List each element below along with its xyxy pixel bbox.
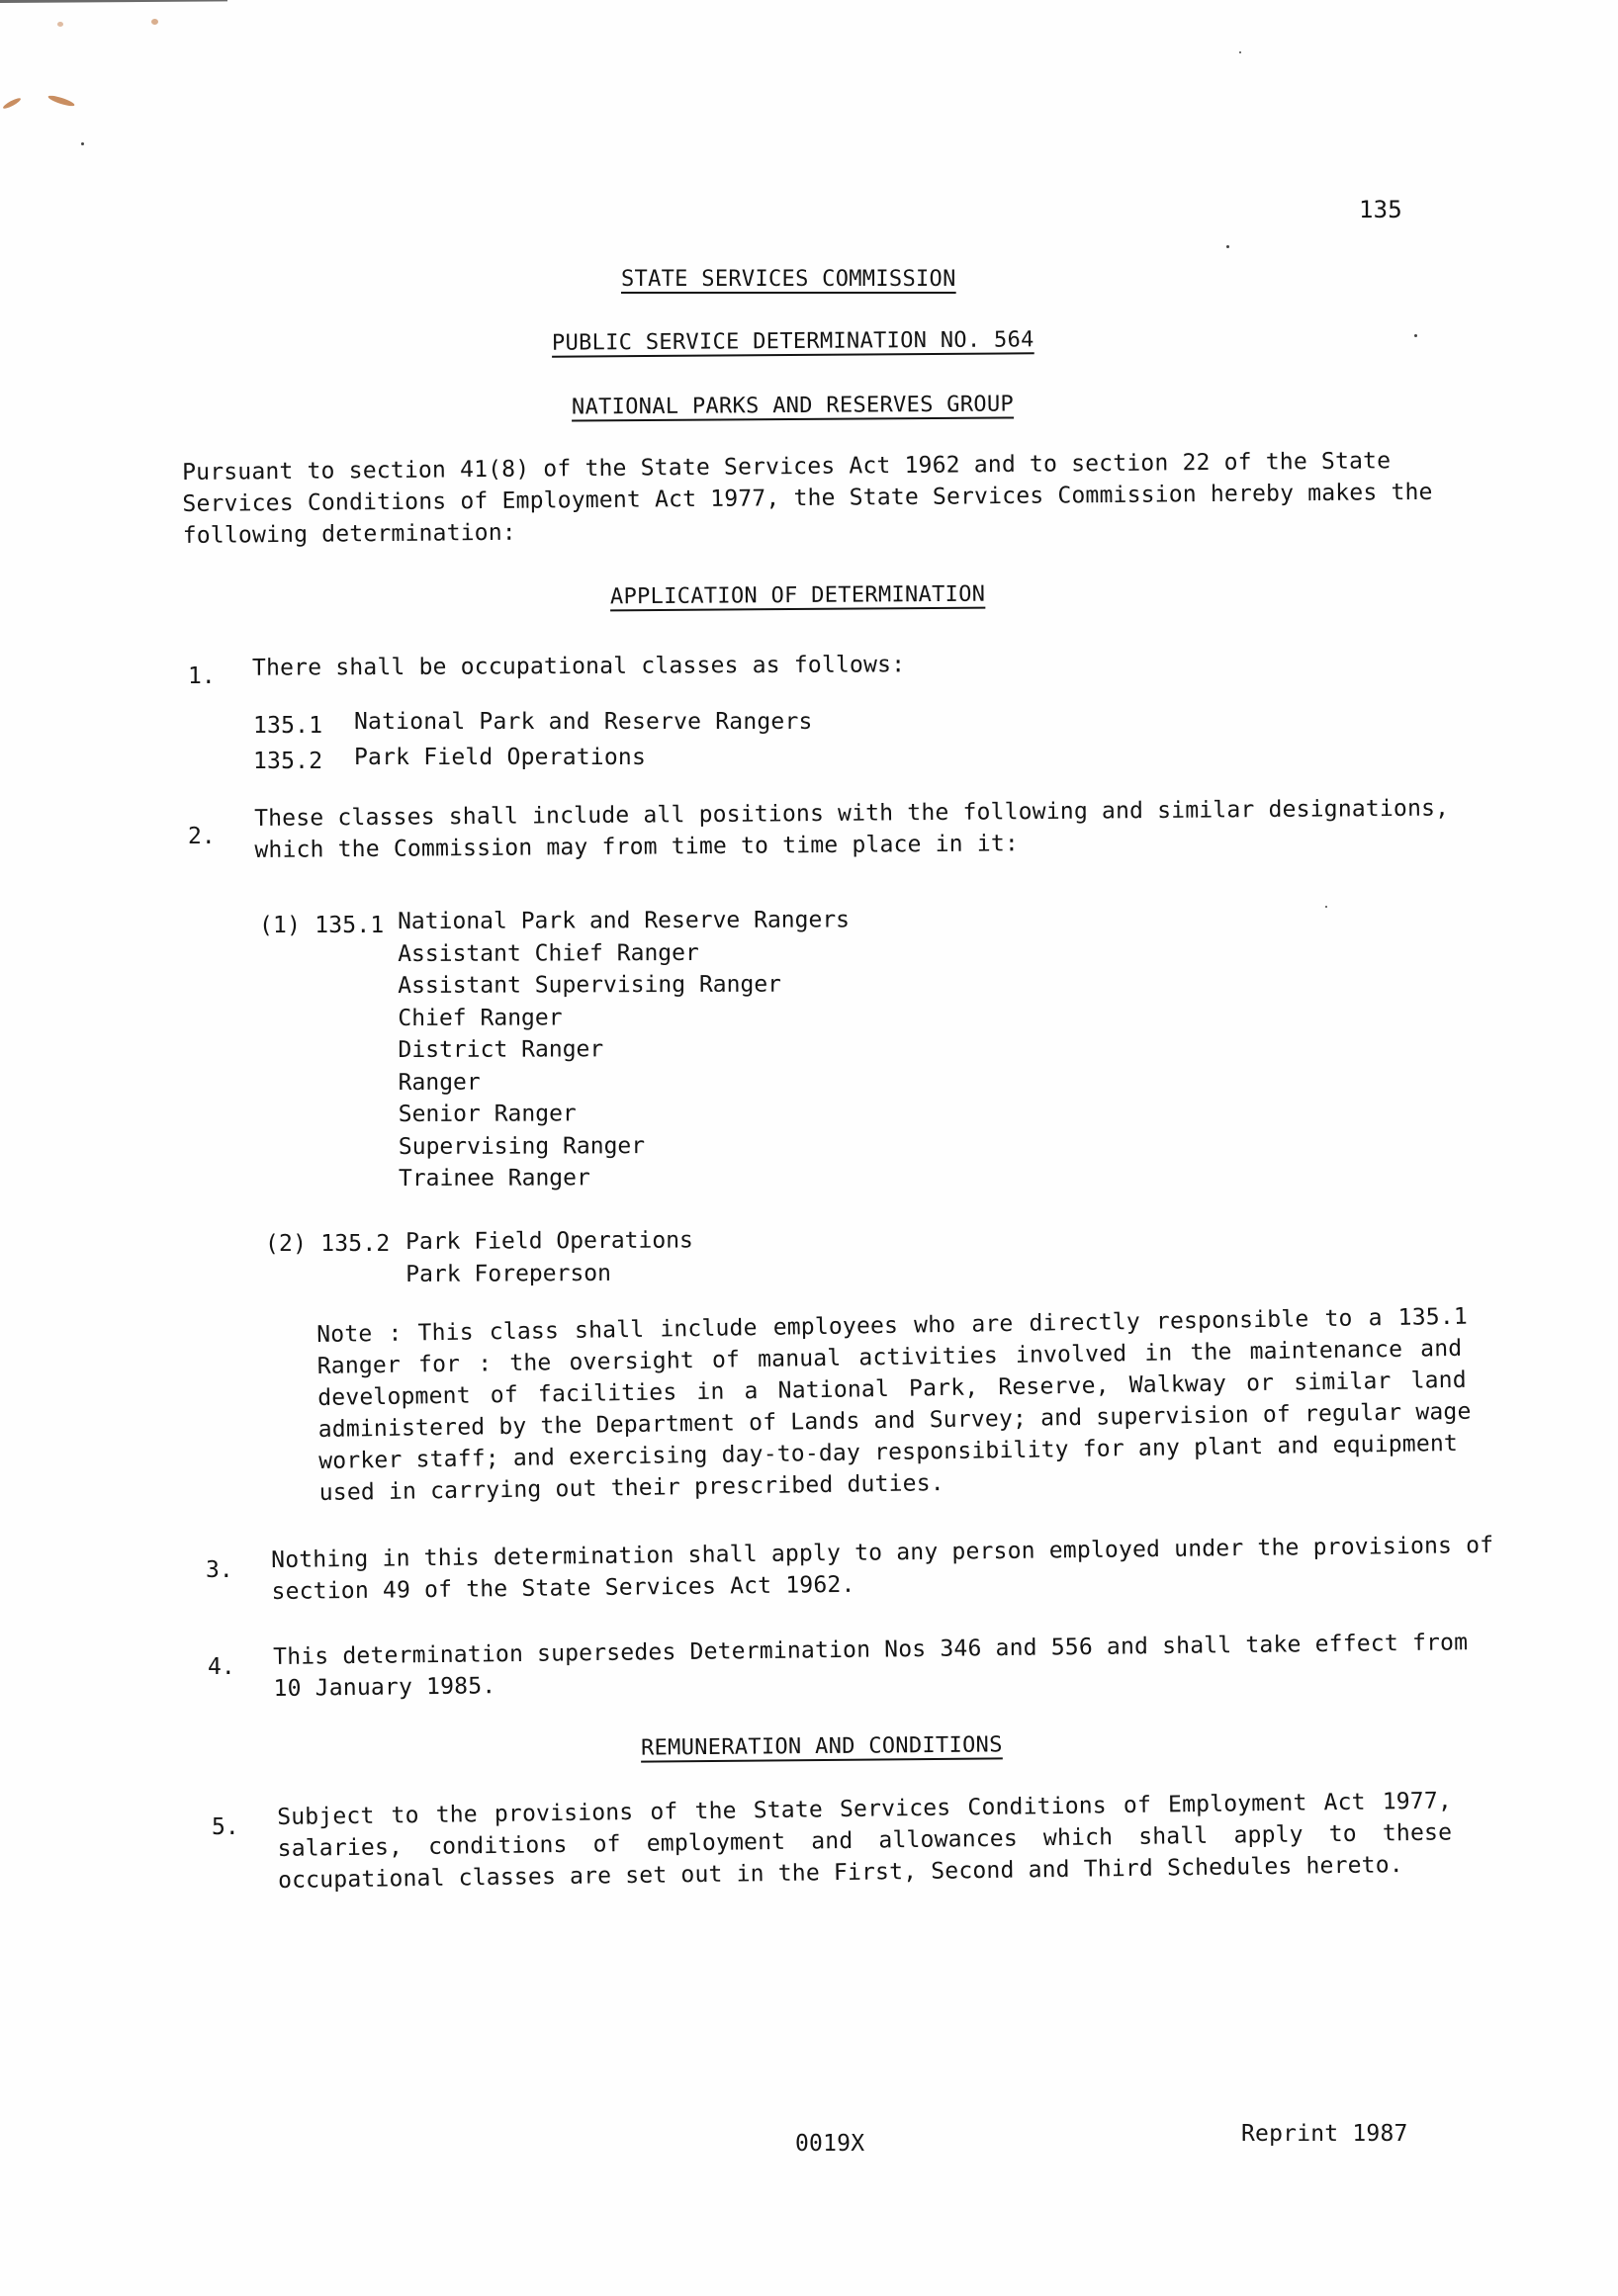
preamble — [182, 445, 1433, 552]
paragraph-line: Subject to the provisions of the State Services Conditions of Employment Act 1977, — [277, 1788, 1453, 1830]
paragraph-line: occupational classes are set out in the First, Second and Third Schedules hereto. — [277, 1852, 1404, 1894]
subsection-label: (1) 135.1 — [259, 913, 385, 938]
paragraph-line: section 49 of the State Services Act 1962. — [271, 1571, 855, 1605]
note-line: administered by the Department of Lands and Survey; and supervision of regular wage — [317, 1398, 1472, 1443]
preamble-line: Pursuant to section 41(8) of the State Services Act 1962 and to section 22 of the State — [182, 448, 1392, 486]
note-line: development of facilities in a National Park, Reserve, Walkway or similar land — [317, 1367, 1468, 1411]
scan-edge-mark — [0, 0, 227, 3]
paragraph-1-text: There shall be occupational classes as follows: — [251, 652, 906, 681]
class-code: 135.1 — [253, 713, 323, 739]
paragraph-2-text — [254, 792, 1450, 866]
page-number: 135 — [1359, 196, 1402, 223]
paragraph-4-text — [273, 1627, 1469, 1705]
note-line: Ranger for : the oversight of manual activities involved in the maintenance and — [316, 1335, 1463, 1379]
designation-item: Chief Ranger — [398, 1004, 563, 1031]
speck-mark — [1325, 906, 1327, 908]
class-code: 135.2 — [253, 749, 323, 774]
paragraph-number: 5. — [212, 1814, 239, 1840]
paragraph-5-text — [277, 1785, 1453, 1897]
paragraph-line: salaries, conditions of employment and allowances which shall apply to these — [277, 1819, 1453, 1862]
heading-remuneration: REMUNERATION AND CONDITIONS — [640, 1732, 1003, 1761]
designation-item: District Ranger — [398, 1036, 604, 1063]
designation-list — [398, 904, 851, 1194]
heading-application: APPLICATION OF DETERMINATION — [609, 581, 986, 610]
stain-mark — [2, 97, 22, 111]
subsection-title: Park Field Operations — [405, 1227, 693, 1255]
subsection-title: National Park and Reserve Rangers — [398, 907, 851, 934]
designation-item: Supervising Ranger — [398, 1132, 646, 1160]
heading-commission: STATE SERVICES COMMISSION — [621, 267, 956, 292]
paragraph-line: which the Commission may from time to time place in it: — [254, 831, 1020, 863]
paragraph-number: 1. — [188, 663, 216, 689]
preamble-line: following determination: — [182, 519, 517, 549]
designation-item: Assistant Chief Ranger — [398, 939, 699, 967]
paragraph-line: These classes shall include all positions with the following and similar designations, — [254, 795, 1450, 832]
designation-item: Senior Ranger — [398, 1101, 577, 1127]
subsection-label: (2) 135.2 — [265, 1231, 391, 1257]
designation-item: Park Foreperson — [405, 1260, 612, 1287]
designation-item: Ranger — [398, 1069, 481, 1096]
note-line: Note : This class shall include employees who are directly responsible to a 135.1 — [316, 1303, 1469, 1348]
paragraph-line: This determination supersedes Determination Nos 346 and 556 and shall take effect from — [273, 1630, 1469, 1670]
paragraph-3-text — [271, 1530, 1494, 1608]
designation-item: Assistant Supervising Ranger — [398, 971, 782, 999]
speck-mark — [1414, 334, 1417, 337]
note-line: worker staff; and exercising day-to-day responsibility for any plant and equipment — [318, 1430, 1459, 1474]
paragraph-number: 2. — [188, 824, 216, 849]
stain-mark — [47, 94, 75, 108]
designation-item: Trainee Ranger — [398, 1165, 590, 1192]
note-line: used in carrying out their prescribed duties. — [318, 1470, 945, 1506]
paragraph-number: 3. — [206, 1557, 233, 1583]
paragraph-line: 10 January 1985. — [273, 1673, 496, 1702]
speck-mark — [81, 142, 84, 145]
footer-code: 0019X — [795, 2131, 865, 2157]
designation-list — [405, 1224, 693, 1290]
paragraph-line: Nothing in this determination shall apply to any person employed under the provisions of — [271, 1532, 1494, 1573]
speck-mark — [1239, 51, 1241, 53]
stain-mark — [151, 19, 158, 25]
class-name: National Park and Reserve Rangers — [354, 709, 813, 735]
heading-determination-number: PUBLIC SERVICE DETERMINATION NO. 564 — [551, 327, 1034, 356]
preamble-line: Services Conditions of Employment Act 1977, the State Services Commission hereby makes the — [182, 479, 1433, 517]
stain-mark — [57, 22, 63, 27]
speck-mark — [1226, 245, 1229, 248]
paragraph-number: 4. — [208, 1654, 235, 1680]
class-name: Park Field Operations — [354, 745, 646, 770]
footer-reprint: Reprint 1987 — [1241, 2121, 1408, 2147]
note-block — [316, 1301, 1473, 1509]
heading-group: NATIONAL PARKS AND RESERVES GROUP — [571, 392, 1015, 420]
